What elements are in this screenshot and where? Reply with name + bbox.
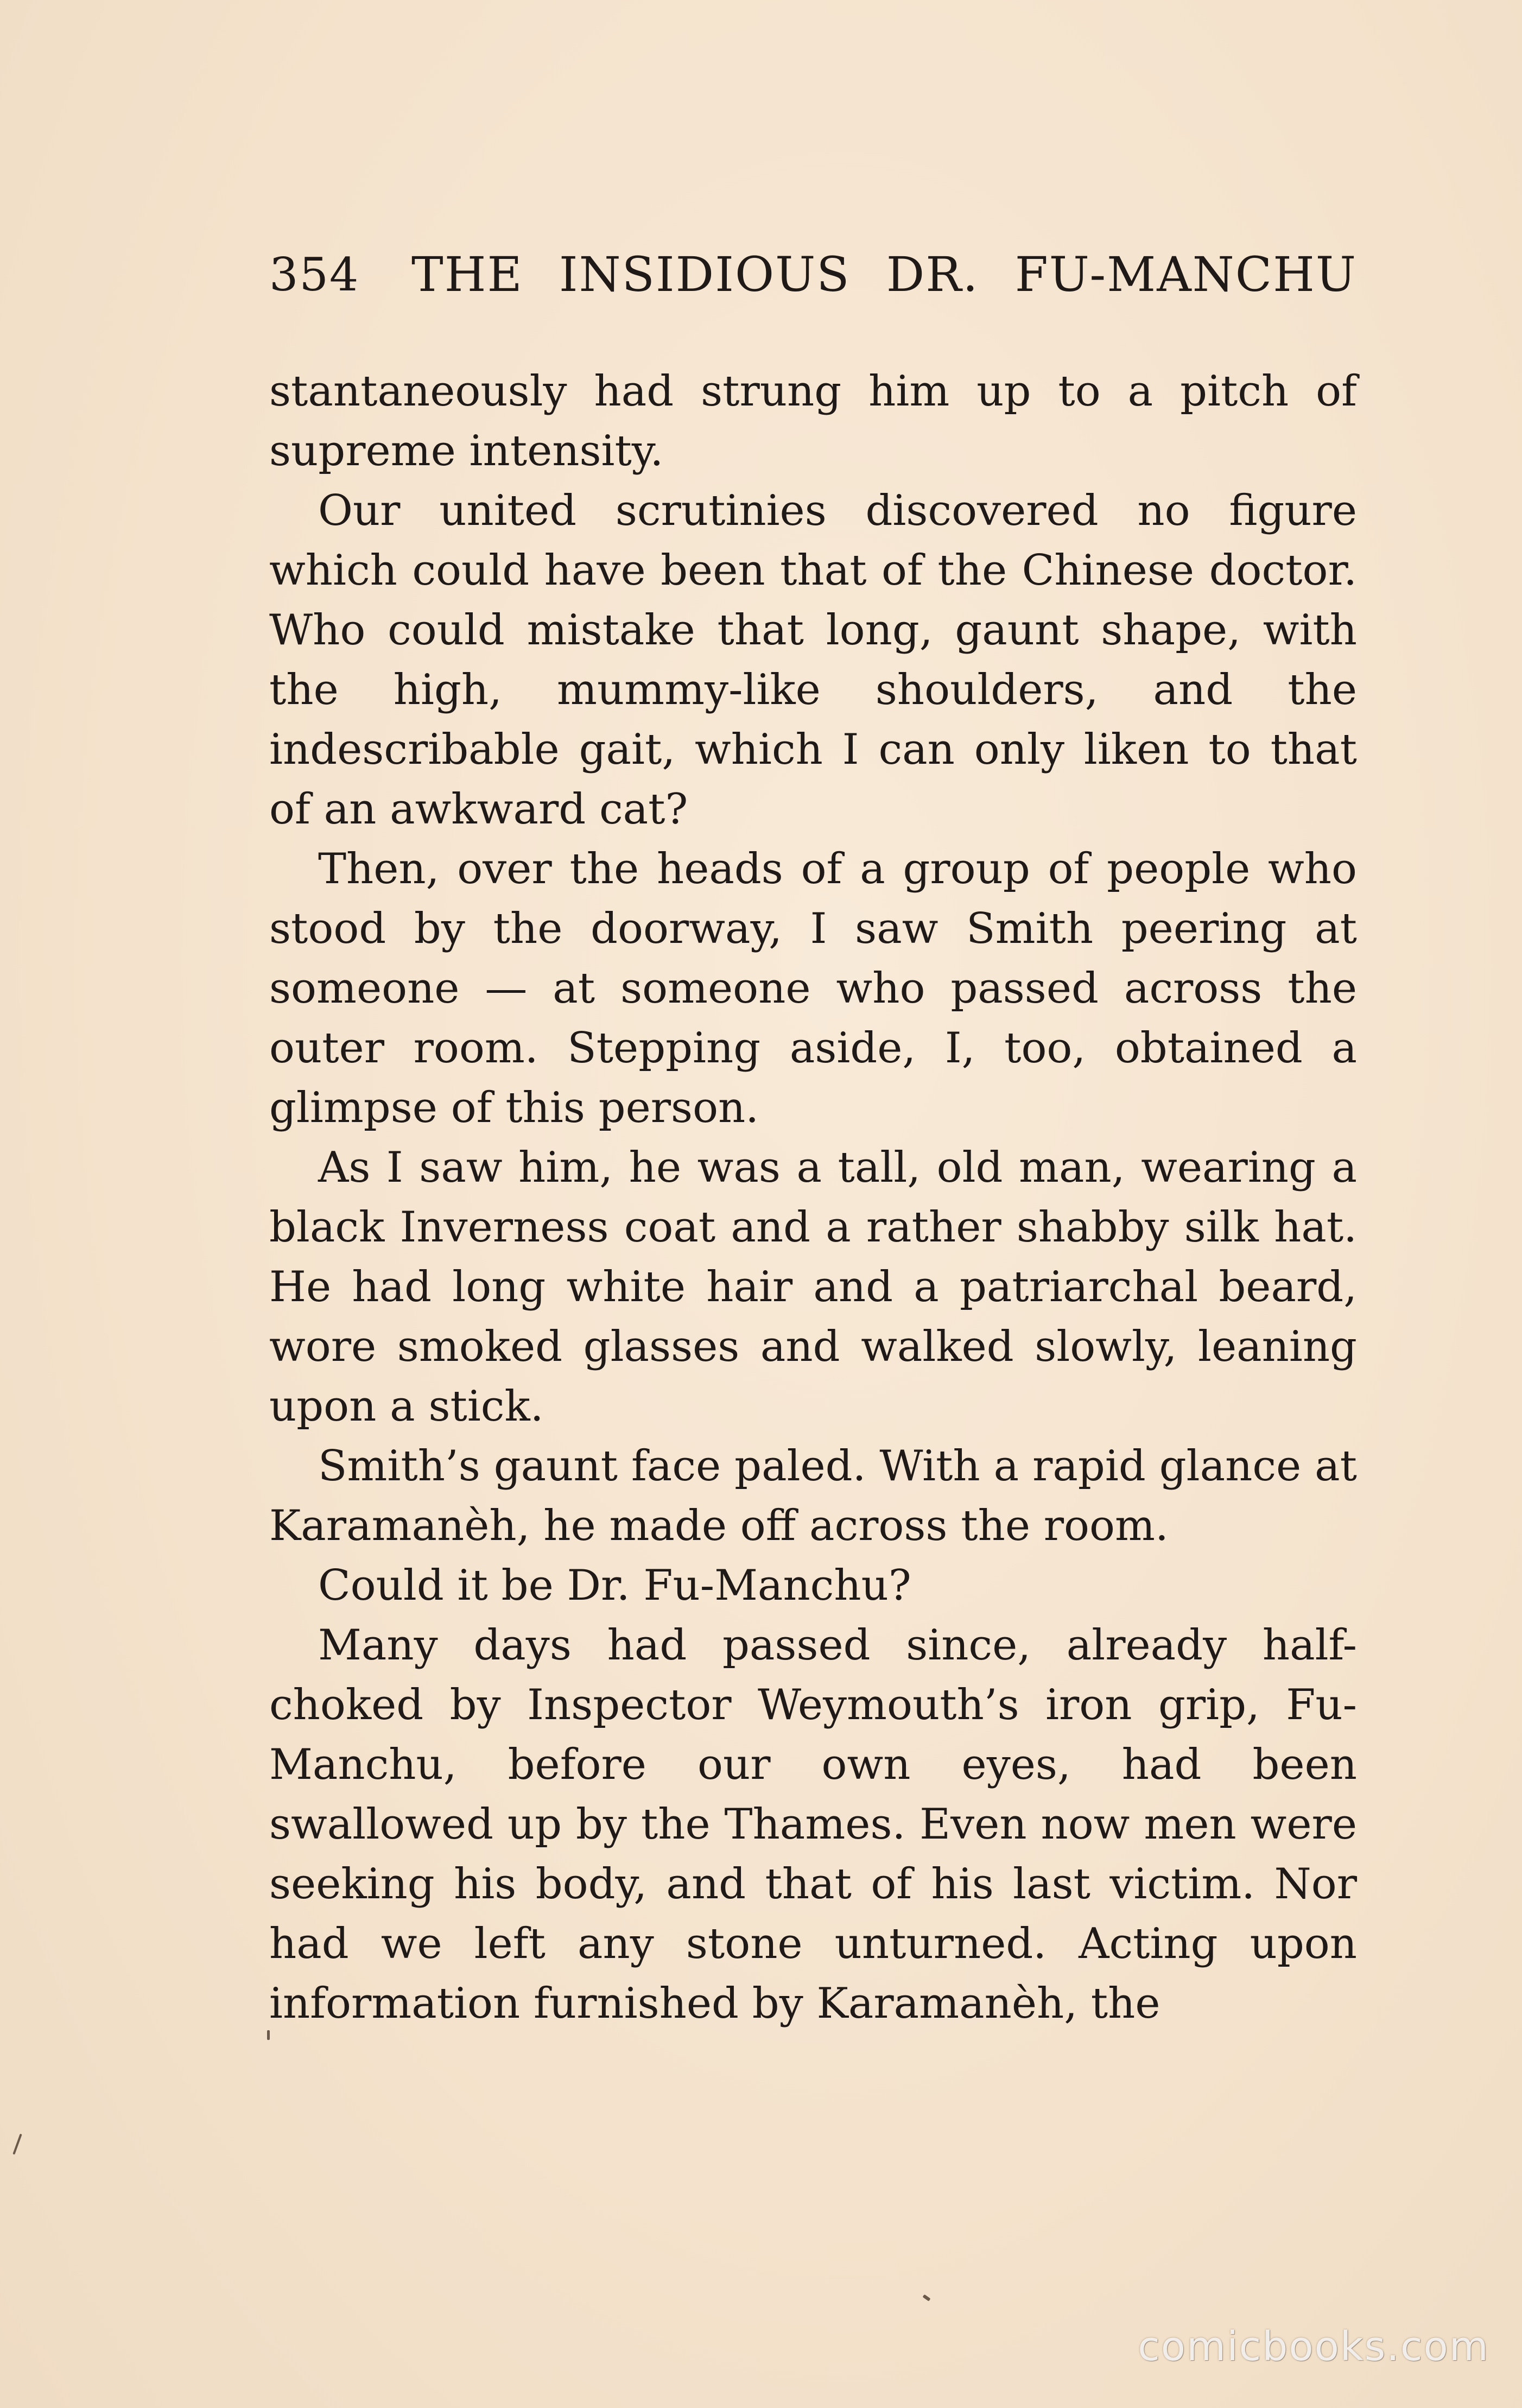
watermark: comicbooks.com <box>1138 2323 1489 2370</box>
paragraph-7: Many days had passed since, already half-choked by Inspector Weymouth’s iron grip, Fu-Manchu, before our own eyes, had been swallowed up by the Thames. Even now men were seeking his body, and that of his last victim. Nor had we left any stone unturned. Acting upon information furnished by Karamanèh, the <box>269 1621 1357 2028</box>
paragraph-3: Then, over the heads of a group of people who stood by the doorway, I saw Smith peering at someone — at someone who passed across the outer room. Stepping aside, I, too, obtained a glimpse of this person. <box>269 845 1357 1132</box>
paragraph-6: Could it be Dr. Fu-Manchu? <box>318 1561 911 1610</box>
paragraph-5: Smith’s gaunt face paled. With a rapid glance at Karamanèh, he made off across the room. <box>269 1442 1357 1550</box>
body-text <box>269 362 1357 2033</box>
book-title: THE INSIDIOUS DR. FU-MANCHU <box>411 246 1357 302</box>
paper-speck <box>923 2295 931 2302</box>
book-page <box>269 242 1357 2033</box>
paper-speck <box>267 2030 270 2040</box>
page-number: 354 <box>269 248 360 301</box>
running-head <box>269 242 1357 307</box>
paragraph-2: Our united scrutinies discovered no figure which could have been that of the Chinese doctor. Who could mistake that long, gaunt shape, with the high, mummy-like shoulders, and the indescribable gait, which I can only liken to that of an awkward cat? <box>269 486 1357 834</box>
paragraph-4: As I saw him, he was a tall, old man, wearing a black Inverness coat and a rather shabby silk hat. He had long white hair and a patriarchal beard, wore smoked glasses and walked slowly, leaning upon a stick. <box>269 1143 1357 1431</box>
paper-speck <box>12 2134 22 2155</box>
paragraph-1: stantaneously had strung him up to a pitch of supreme intensity. <box>269 367 1357 476</box>
